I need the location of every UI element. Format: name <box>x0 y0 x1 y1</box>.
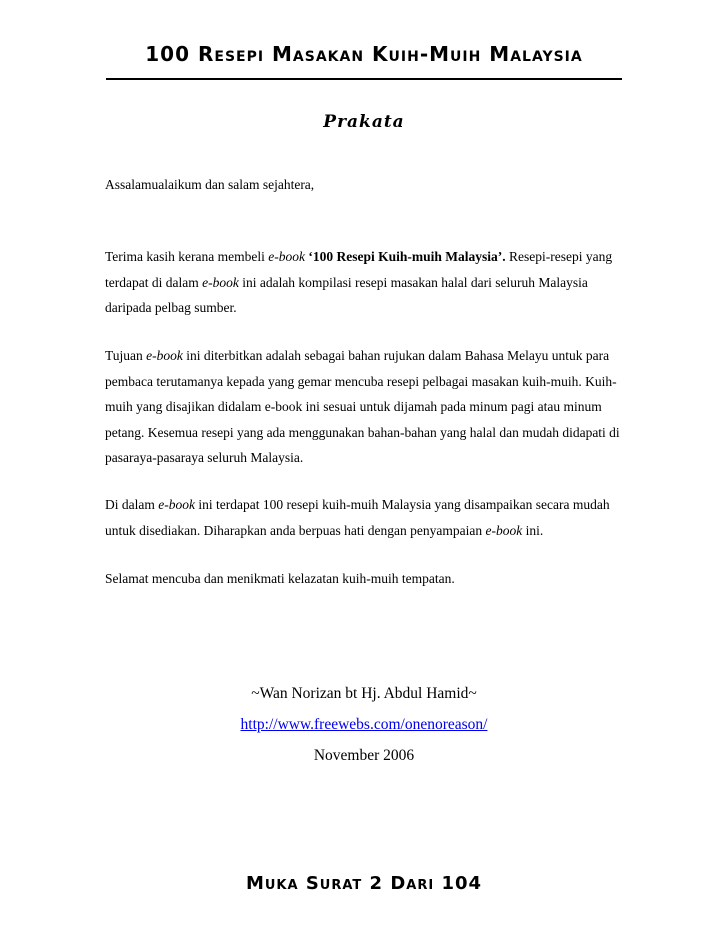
author-url-line <box>0 716 728 734</box>
contents-paragraph <box>105 492 630 543</box>
intro-book-title: ‘100 Resepi Kuih-muih Malaysia’. <box>308 249 506 264</box>
contents-ebook-term-2: e-book <box>485 522 523 538</box>
intro-text-3: Resepi-resepi yang terdapat di dalam <box>105 249 613 290</box>
closing-text: Selamat mencuba dan menikmati kelazatan kuih-muih tempatan. <box>105 571 455 586</box>
purpose-ebook-term: e-book <box>146 348 183 363</box>
page-number-footer: Muka Surat 2 Dari 104 <box>245 873 483 894</box>
purpose-text-1: Tujuan <box>105 348 147 363</box>
contents-text-2: ini terdapat 100 resepi kuih-muih Malaysia yang disampaikan secara mudah untuk disediakan. Diharapkan anda berpuas hati dengan penyampaian <box>105 497 610 538</box>
contents-text-1: Di dalam <box>105 497 159 512</box>
greeting-text: Assalamualaikum dan salam sejahtera, <box>105 177 315 192</box>
author-website-link[interactable]: http://www.freewebs.com/onenoreason/ <box>240 716 488 733</box>
intro-paragraph <box>105 244 630 321</box>
intro-text-4: ini adalah kompilasi resepi masakan halal dari seluruh Malaysia daripada pelbag sumber. <box>105 274 588 315</box>
header-divider <box>106 78 622 80</box>
purpose-text-2: ini diterbitkan adalah sebagai bahan rujukan dalam Bahasa Melayu untuk para pembaca terutamanya kepada yang gemar mencuba resepi pelbagai masakan kuih-muih. Kuih-muih yang disajikan didalam e-book ini sesuai untuk dijamah pada minum pagi atau minum petang. Kesemua resepi yang ada menggunakan bahan-bahan yang halal dan mudah didapati di pasaraya-pasaraya seluruh Malaysia. <box>105 348 620 465</box>
intro-paragraph-text <box>105 244 630 321</box>
publication-date: November 2006 <box>313 747 415 764</box>
contents-text-3: ini. <box>522 522 544 538</box>
document-header-title: 100 Resepi Masakan Kuih-Muih Malaysia <box>145 42 583 66</box>
section-title: Prakata <box>323 112 405 132</box>
closing-paragraph <box>105 566 630 592</box>
greeting-paragraph <box>105 172 630 198</box>
contents-paragraph-text <box>105 492 630 543</box>
intro-text-1: Terima kasih kerana membeli <box>105 249 269 264</box>
purpose-paragraph <box>105 343 630 471</box>
intro-ebook-term-2: e-book <box>202 274 239 290</box>
contents-ebook-term-1: e-book <box>158 497 195 512</box>
author-name: ~Wan Norizan bt Hj. Abdul Hamid~ <box>251 685 477 702</box>
purpose-paragraph-text <box>105 343 630 471</box>
intro-ebook-term-1: e-book <box>268 249 305 264</box>
